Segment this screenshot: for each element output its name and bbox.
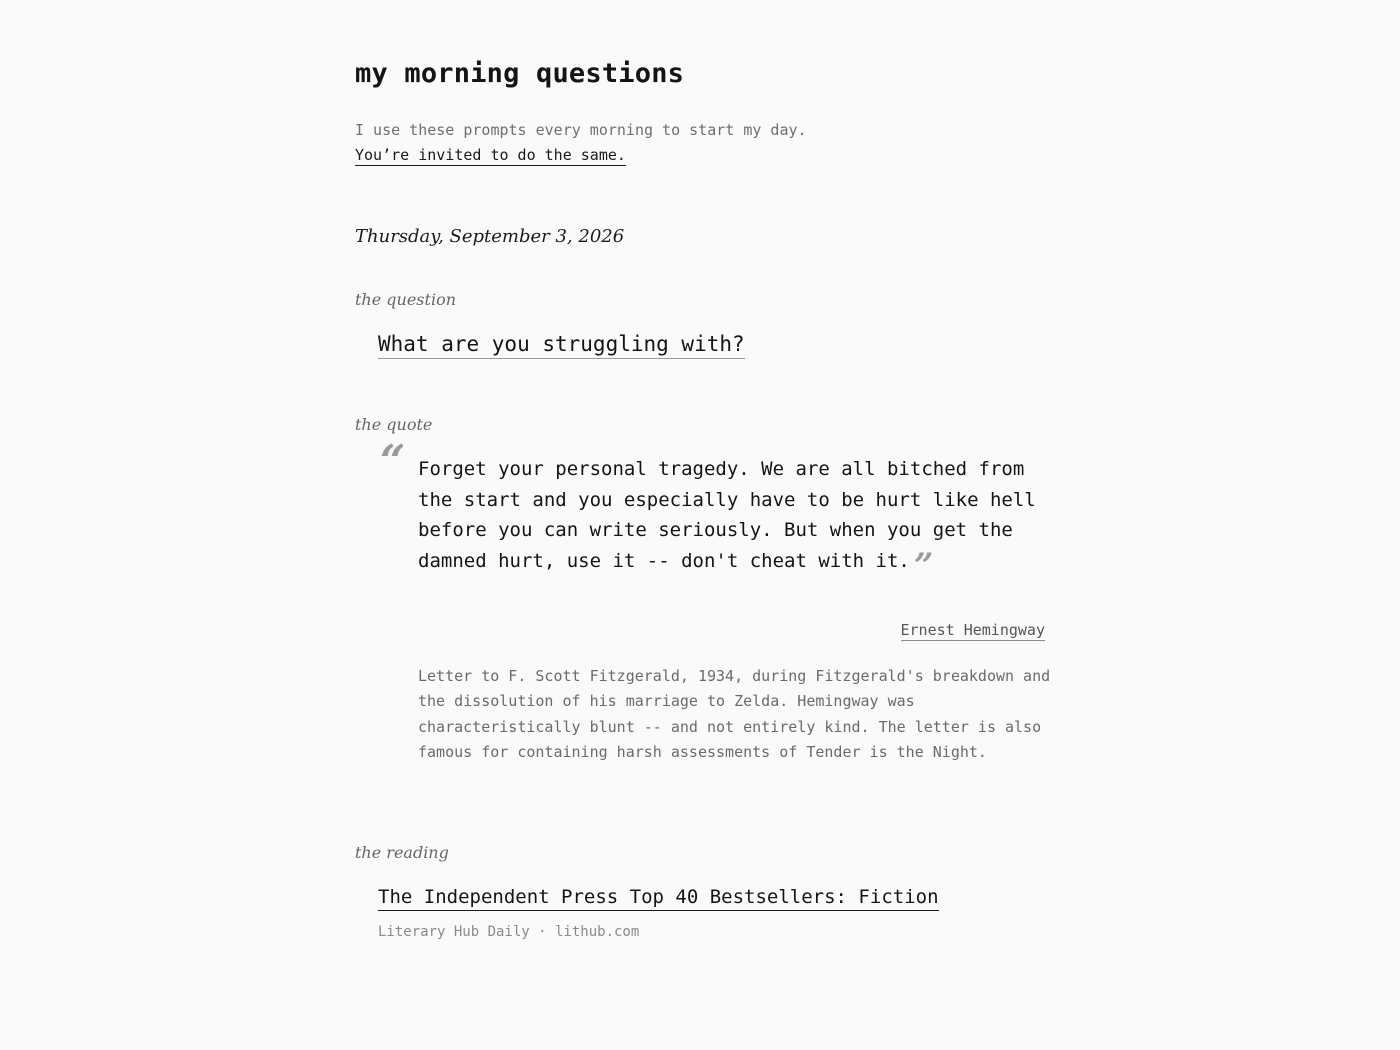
intro xyxy=(355,118,807,168)
quote-author-link[interactable]: Ernest Hemingway xyxy=(900,621,1045,639)
invite-link[interactable]: You’re invited to do the same. xyxy=(355,146,626,164)
intro-text: I use these prompts every morning to start my day. xyxy=(355,121,807,139)
quote-context: Letter to F. Scott Fitzgerald, 1934, during Fitzgerald's breakdown and the dissolution of his marriage to Zelda. Hemingway was characteristically blunt -- and not entirely kind. The letter is also famous for containing harsh assessments of Tender is the Night. xyxy=(418,667,1051,761)
close-quote-mark: ” xyxy=(913,545,934,586)
reading-label: the reading xyxy=(355,843,449,862)
quote-label: the quote xyxy=(355,415,433,434)
reading-link[interactable]: The Independent Press Top 40 Bestsellers: Fiction xyxy=(378,884,939,911)
open-quote-mark: “ xyxy=(380,436,406,487)
quote-block xyxy=(418,454,1043,586)
question-link[interactable]: What are you struggling with? xyxy=(378,330,745,359)
site-title: my morning questions xyxy=(355,58,685,89)
quote-text: Forget your personal tragedy. We are all bitched from the start and you especially have to be hurt like hell before you can write seriously. But when you get the damned hurt, use it -- don't cheat with it. xyxy=(418,458,1036,572)
date-heading: Thursday, September 3, 2026 xyxy=(355,226,625,247)
question-label: the question xyxy=(355,290,456,309)
reading-source: Literary Hub Daily · lithub.com xyxy=(378,924,640,940)
